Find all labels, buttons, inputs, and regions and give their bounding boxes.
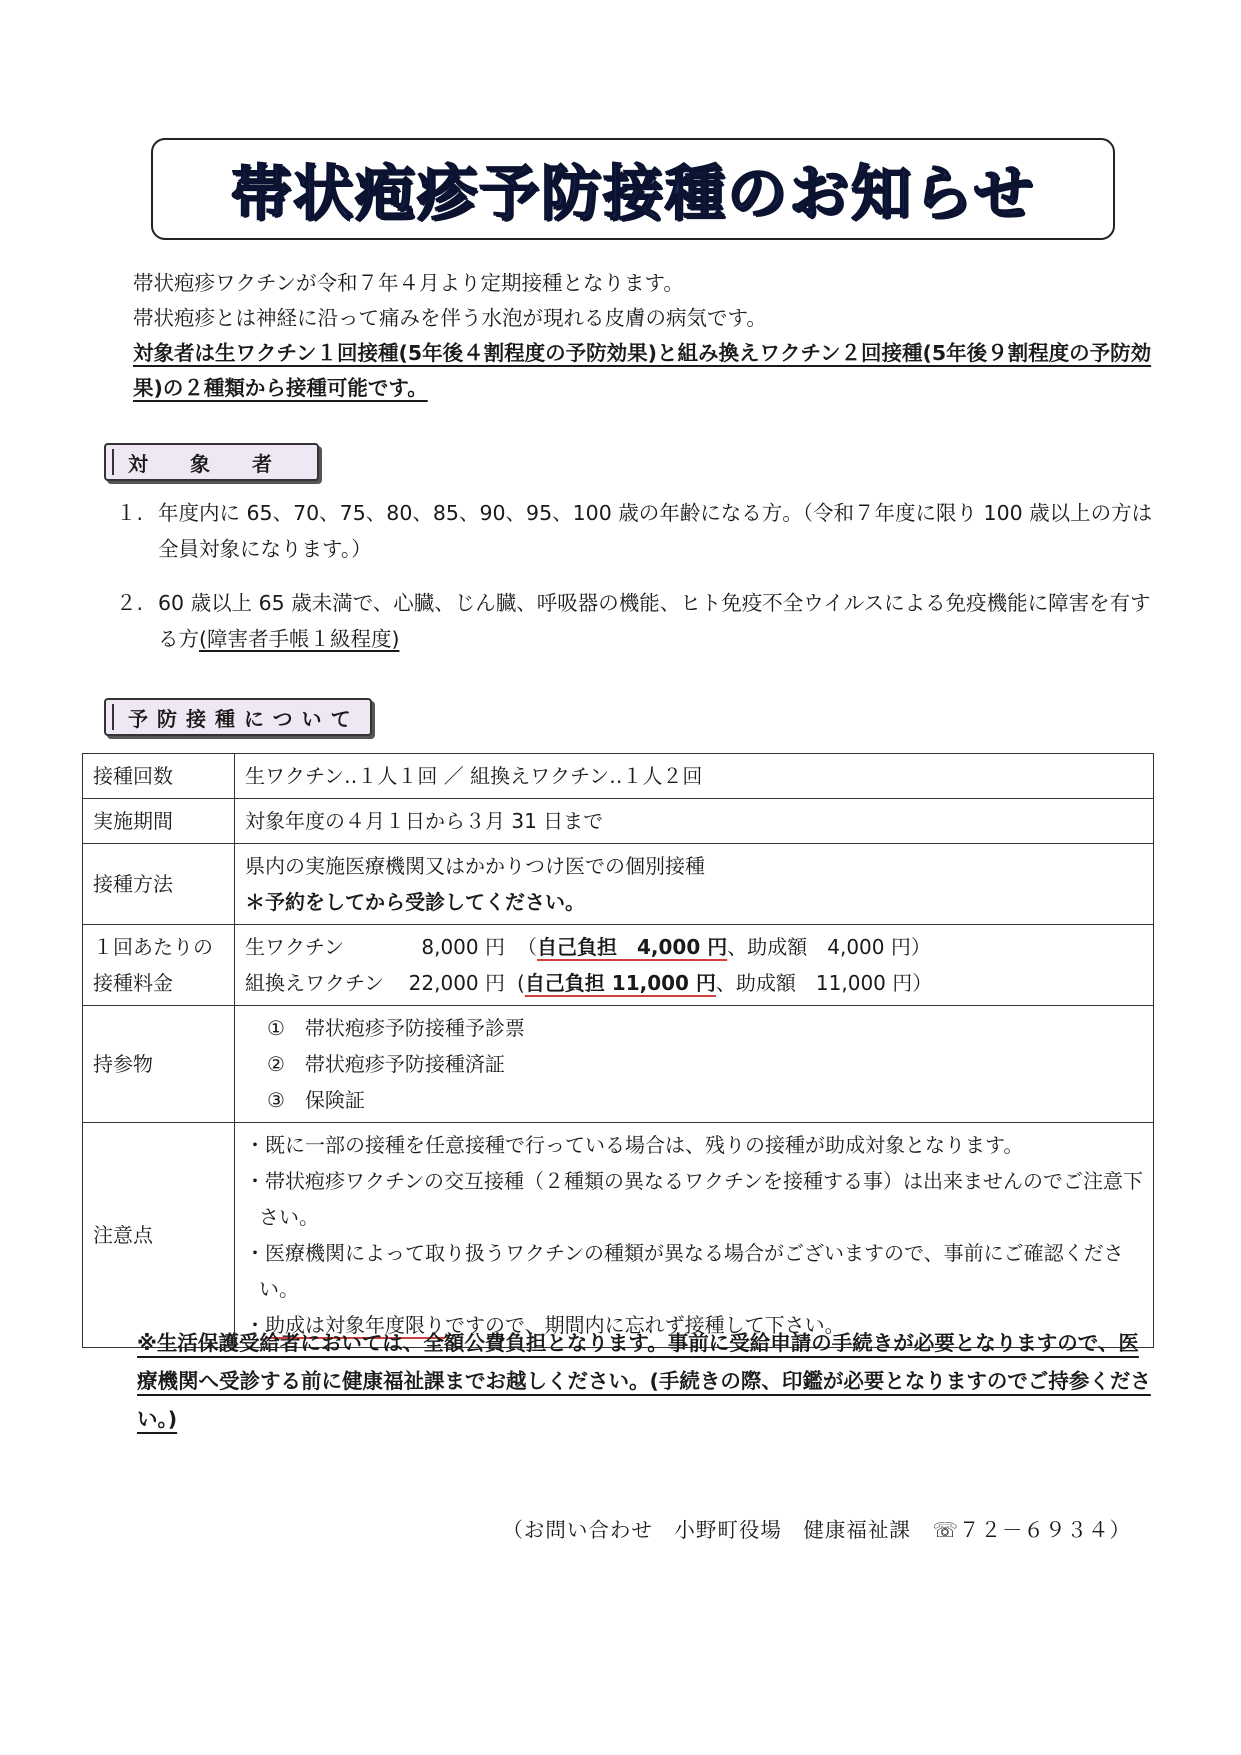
fee-live	[245, 929, 1143, 965]
table-row	[83, 1123, 1154, 1348]
table-row	[83, 754, 1154, 799]
welfare-note-text: ※生活保護受給者においては、全額公費負担となります。事前に受給申請の手続きが必要となりますので、医療機関へ受診する前に健康福祉課までお越しください。(手続きの際、印鑑が必要となりますのでご持参ください。)	[137, 1331, 1151, 1431]
fee-recomb-price: 22,000 円	[408, 971, 505, 995]
contact-info: （お問い合わせ 小野町役場 健康福祉課 ☏７２－６９３４）	[502, 1518, 1131, 1542]
fee-live-name: 生ワクチン	[245, 935, 344, 959]
target-item-text-underlined: (障害者手帳１級程度)	[199, 627, 400, 651]
target-item-number: １.	[116, 501, 144, 525]
note-last-prefix: ・	[245, 1313, 265, 1337]
row-value-fee	[235, 925, 1154, 1006]
note-last-rest: ですので、期間内に忘れず接種して下さい。	[445, 1313, 845, 1337]
welfare-note	[113, 1324, 1153, 1438]
note-item: ・帯状疱疹ワクチンの交互接種（２種類の異なるワクチンを接種する事）は出来ませんのでご注意下さい。	[245, 1169, 1143, 1229]
list-item: ② 帯状疱疹予防接種済証	[267, 1052, 505, 1076]
target-item	[116, 585, 1156, 657]
row-head-fee	[83, 925, 235, 1006]
fee-recomb-open: (	[517, 971, 525, 995]
fee-live-open: （	[517, 935, 537, 959]
fee-live-price: 8,000 円	[421, 935, 505, 959]
list-item: ① 帯状疱疹予防接種予診票	[267, 1016, 525, 1040]
fee-head-line-1: １回あたりの	[93, 935, 213, 959]
row-value-notes	[235, 1123, 1154, 1348]
fee-recomb-rest: 、助成額 11,000 円）	[715, 971, 933, 995]
table-row	[83, 799, 1154, 844]
table-row	[83, 844, 1154, 925]
method-text: 県内の実施医療機関又はかかりつけ医での個別接種	[245, 854, 705, 878]
intro-line-1: 帯状疱疹ワクチンが令和７年４月より定期接種となります。	[133, 271, 684, 295]
row-head-count: 接種回数	[83, 754, 235, 799]
intro	[113, 266, 1153, 406]
row-head-period: 実施期間	[83, 799, 235, 844]
table-row	[83, 1006, 1154, 1123]
intro-line-2: 帯状疱疹とは神経に沿って痛みを伴う水泡が現れる皮膚の病気です。	[133, 306, 767, 330]
table-row	[83, 925, 1154, 1006]
target-item-number: ２.	[116, 591, 144, 615]
row-value-method	[235, 844, 1154, 925]
target-item-text: 年度内に 65、70、75、80、85、90、95、100 歳の年齢になる方。（令和７年度に限り 100 歳以上の方は全員対象になります。）	[158, 501, 1153, 561]
target-item-text-main: 60 歳以上 65 歳未満で、心臓、じん臓、呼吸器の機能、ヒト免疫不全ウイルスによる免疫機能に障害を有する方	[158, 591, 1151, 651]
fee-live-self: 自己負担 4,000 円	[537, 935, 728, 959]
row-head-method: 接種方法	[83, 844, 235, 925]
list-item: ③ 保険証	[267, 1088, 365, 1112]
row-head-notes: 注意点	[83, 1123, 235, 1348]
note-item: ・既に一部の接種を任意接種で行っている場合は、残りの接種が助成対象となります。	[245, 1133, 1024, 1157]
fee-recomb	[245, 965, 1143, 1001]
fee-recomb-name: 組換えワクチン	[245, 971, 384, 995]
fee-live-rest: 、助成額 4,000 円）	[727, 935, 931, 959]
note-last-underlined: 助成は対象年度限り	[265, 1313, 445, 1337]
title-box	[151, 138, 1115, 240]
section-label-vaccination: 予防接種について	[104, 698, 372, 736]
row-value-count: 生ワクチン‥１人１回 ／ 組換えワクチン‥１人２回	[235, 754, 1154, 799]
note-item: ・医療機関によって取り扱うワクチンの種類が異なる場合がございますので、事前にご確認ください。	[245, 1241, 1124, 1301]
row-value-items	[235, 1006, 1154, 1123]
target-item-text	[158, 585, 1156, 657]
vaccination-table	[82, 753, 1154, 1348]
page-title: 帯状疱疹予防接種のお知らせ	[230, 159, 1036, 229]
intro-line-3: 対象者は生ワクチン１回接種(5年後４割程度の予防効果)と組み換えワクチン２回接種(5年後９割程度の予防効果)の２種類から接種可能です。	[133, 341, 1152, 400]
section-label-target: 対象者	[104, 443, 319, 481]
fee-head-line-2: 接種料金	[93, 971, 173, 995]
row-value-period: 対象年度の４月１日から３月 31 日まで	[235, 799, 1154, 844]
target-list	[116, 495, 1156, 675]
target-item	[116, 495, 1156, 567]
method-note: ＊予約をしてから受診してください。	[245, 890, 585, 914]
fee-recomb-self: 自己負担 11,000 円	[524, 971, 716, 995]
row-head-items: 持参物	[83, 1006, 235, 1123]
